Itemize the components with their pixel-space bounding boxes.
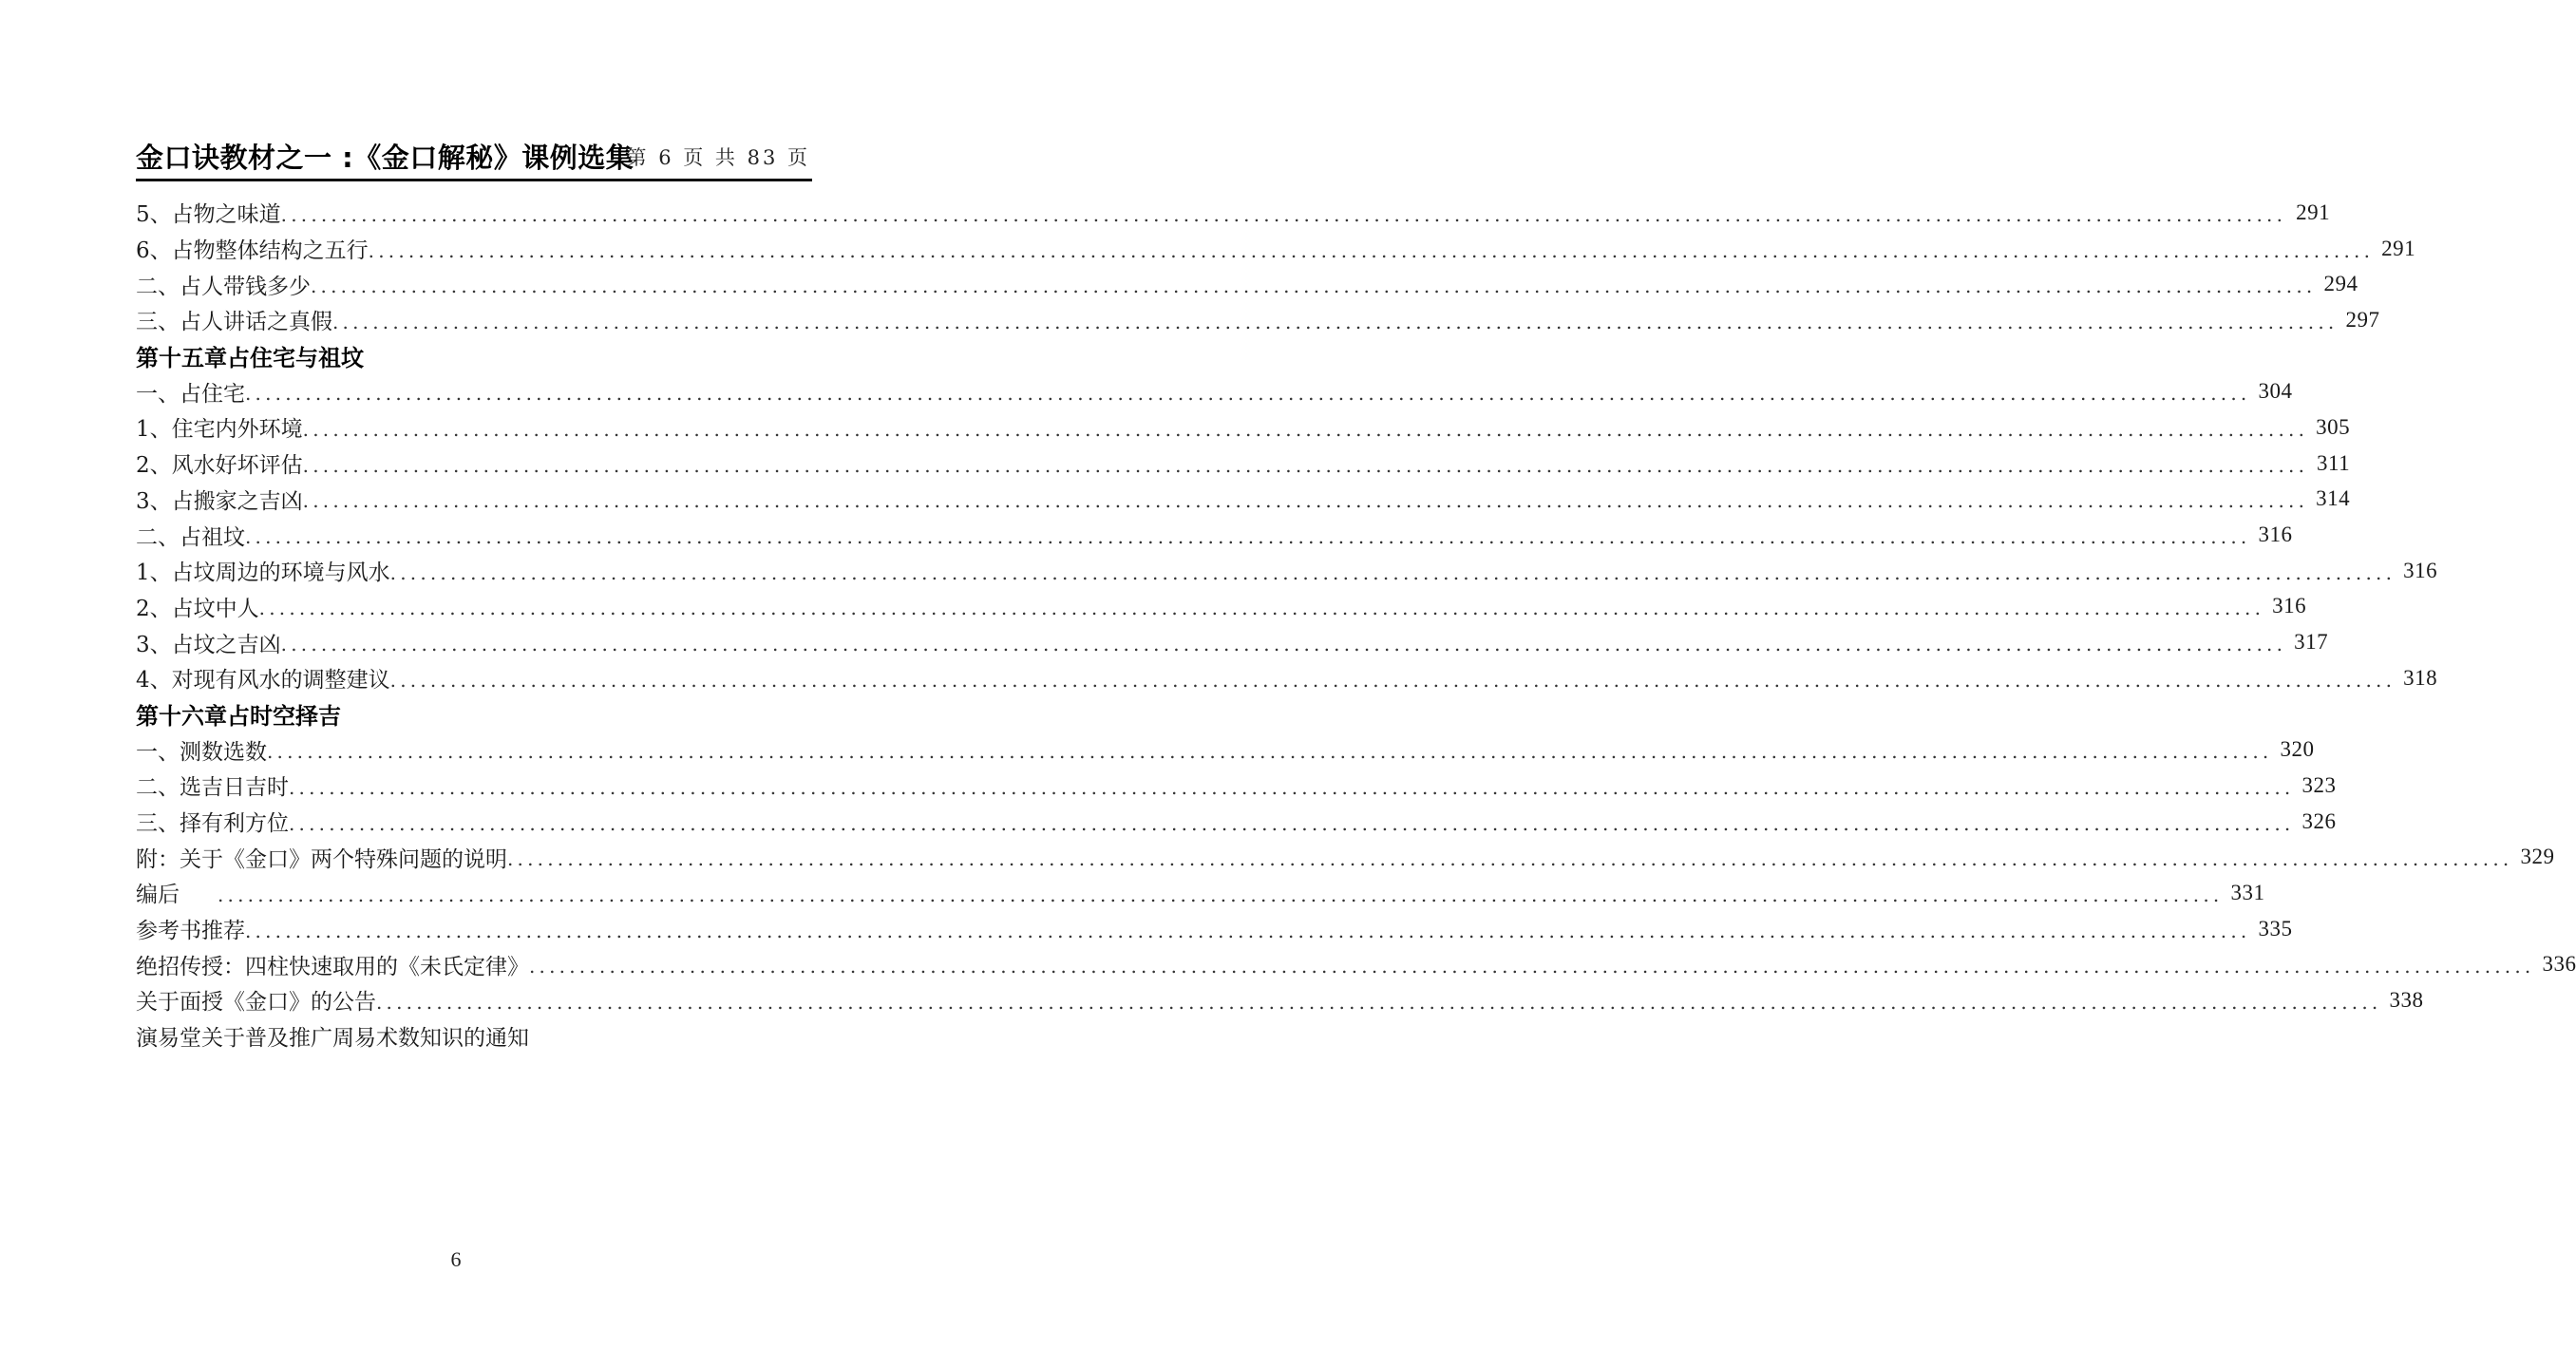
toc-entry-label: 3、占坟之吉凶 [136,632,281,657]
toc-entry [136,946,2576,982]
dot-leader: ........................................................................................................................................................................................................ [389,560,2396,584]
dot-leader: ........................................................................................................................................................................................................ [289,811,2295,835]
toc-entry-label: 1、占坟周边的环境与风水 [136,560,390,586]
toc-entry [136,911,2293,947]
toc-entry-label: 演易堂关于普及推广周易术数知识的通知 [136,1026,529,1052]
toc-entry [136,768,2337,804]
toc-entry [136,839,2555,875]
toc-entry-label: 绝招传授：四柱快速取用的《未氏定律》 [136,954,529,979]
dot-leader: ........................................................................................................................................................................................................ [245,382,2251,406]
dot-leader: ........................................................................................................................................................................................................ [332,310,2339,333]
toc-entry [136,231,2416,267]
toc-entry-label: 三、占人讲话之真假 [136,310,332,335]
toc-entry-label: 4、对现有风水的调整建议 [136,668,390,694]
toc-entry [136,982,2424,1018]
dot-leader: ........................................................................................................................................................................................................ [529,955,2535,978]
toc-chapter-heading [136,696,729,732]
toc-entry-label: 2、风水好坏评估 [136,453,303,479]
dot-leader: ........................................................................................................................................................................................................ [507,847,2513,871]
book-title: 金口诀教材之一 :《金口解秘》课例选集 [136,142,635,174]
toc-entry-label: 附：关于《金口》两个特殊问题的说明 [136,846,507,872]
toc-entry-label: 二、选吉日吉时 [136,775,289,801]
toc-entry [136,446,2351,482]
toc-entry-label: 二、占人带钱多少 [136,274,311,299]
toc-page-number: 318 [2403,665,2438,690]
toc-entry [136,660,2438,696]
dot-leader: ........................................................................................................................................................................................................ [267,740,2273,764]
toc-entry-label: 二、占祖坟 [136,524,245,550]
toc-entry-label: 1、住宅内外环境 [136,417,303,443]
dot-leader: ........................................................................................................................................................................................................ [280,202,2287,226]
dot-leader: ........................................................................................................................................................................................................ [376,990,2382,1014]
table-of-contents [136,195,2576,1054]
toc-page-number: 316 [2258,522,2293,547]
dot-leader: ........................................................................................................................................................................................................ [311,275,2317,298]
toc-page-number: 329 [2520,845,2555,869]
toc-page-number: 320 [2280,737,2315,762]
toc-page-number: 316 [2272,594,2307,618]
toc-page-number: 335 [2258,916,2293,940]
dot-leader: ........................................................................................................................................................................................................ [368,238,2375,262]
toc-entry [136,1018,729,1054]
toc-page-number: 336 [2542,952,2576,977]
dot-leader: ........................................................................................................................................................................................................ [258,597,2265,620]
dot-leader: ........................................................................................................................................................................................................ [280,633,2287,656]
dot-leader: ........................................................................................................................................................................................................ [245,919,2251,942]
running-header [136,133,812,181]
toc-entry-label: 6、占物整体结构之五行 [136,238,369,264]
dot-leader: ........................................................................................................................................................................................................ [245,525,2251,549]
toc-page-number: 305 [2316,414,2351,439]
toc-entry [136,195,2331,231]
toc-entry [136,804,2337,840]
dot-leader: ........................................................................................................................................................................................................ [389,668,2396,692]
dot-leader: ........................................................................................................................................................................................................ [218,883,2224,906]
toc-entry [136,875,2265,911]
toc-entry [136,624,2329,660]
toc-entry [136,517,2293,553]
toc-page-number: 291 [2381,236,2416,260]
toc-chapter-heading [136,338,729,374]
toc-page-number: 338 [2389,987,2424,1012]
toc-entry-label: 一、占住宅 [136,381,245,407]
page-number: 6 [450,1247,462,1271]
toc-entry [136,732,2315,768]
toc-page-number: 316 [2403,558,2438,582]
toc-entry [136,373,2293,409]
toc-page-number: 297 [2345,307,2380,332]
toc-entry [136,553,2438,589]
dot-leader: ........................................................................................................................................................................................................ [302,453,2309,477]
toc-page-number: 311 [2316,450,2351,475]
toc-entry-label: 3、占搬家之吉凶 [136,488,303,514]
toc-entry [136,266,2358,302]
toc-entry-label: 编后 [136,883,180,908]
toc-entry-label: 2、占坟中人 [136,596,259,621]
dot-leader: ........................................................................................................................................................................................................ [302,417,2309,441]
toc-entry [136,409,2351,446]
toc-entry-label: 三、择有利方位 [136,811,289,837]
toc-entry-label: 一、测数选数 [136,739,267,765]
dot-leader: ........................................................................................................................................................................................................ [302,489,2309,513]
toc-page-number: 294 [2323,272,2358,296]
toc-page-number: 317 [2294,630,2329,655]
toc-entry-label: 5、占物之味道 [136,202,281,228]
toc-page-number: 304 [2258,379,2293,404]
toc-entry [136,302,2380,338]
toc-page-number: 314 [2316,486,2351,511]
toc-page-number: 291 [2296,200,2331,224]
toc-entry-label: 第十六章占时空择吉 [136,702,341,730]
page-count: 第 6 页 共 83 页 [626,146,810,169]
toc-entry-label: 第十五章占住宅与祖坟 [136,345,364,372]
toc-page-number: 323 [2301,772,2337,797]
toc-page-number: 326 [2301,808,2337,833]
toc-entry-label: 关于面授《金口》的公告 [136,990,376,1016]
toc-entry [136,589,2307,625]
dot-leader: ........................................................................................................................................................................................................ [289,775,2295,799]
toc-page-number: 331 [2230,880,2265,904]
toc-entry [136,482,2351,518]
toc-entry-label: 参考书推荐 [136,919,245,944]
